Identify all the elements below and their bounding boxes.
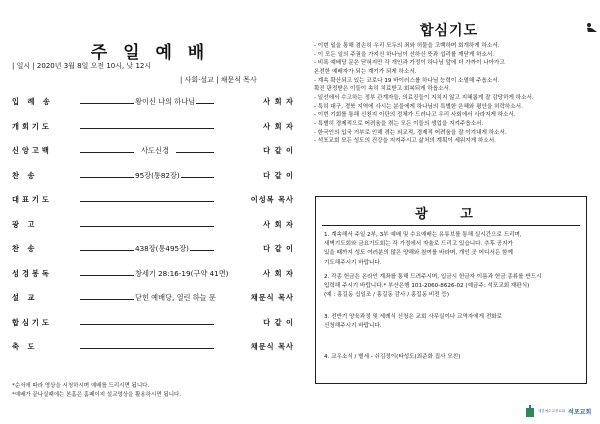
title-divider	[322, 225, 580, 226]
leader-line	[80, 177, 134, 178]
order-leader: 사 회 자	[263, 97, 294, 106]
leader-line	[80, 201, 214, 202]
announcement-line: 입력해 주시기 바랍니다.* 부산은행 101-2060-8626-02 (예금주: 석포교회 재판식)	[324, 283, 530, 290]
order-content: 438장(통495장)	[135, 244, 189, 253]
prayer-item: - 한국인의 입국 거부로 인해 겪는 외교적, 경제적 어려움을 잘 이겨내게 하소서.	[314, 129, 507, 136]
order-leader: 사 회 자	[263, 121, 294, 131]
order-label: 설 교	[12, 293, 38, 302]
order-leader: 다 같 이	[263, 317, 294, 327]
prayer-item: - 이번 일을 통해 겸손히 우리 모두의 죄와 허물을 고백하며 회개하게 하소서.	[314, 43, 500, 49]
prayer-item: - 석포교회 모든 성도의 건강을 지켜주시고 삶처의 계획이 세워지게 하소서.	[314, 138, 496, 145]
order-content: 닫힌 예배당, 열린 하늘 문	[135, 293, 216, 302]
order-leader: 다 같 이	[263, 170, 294, 180]
leader-line	[80, 275, 134, 276]
order-label: 입 례 송	[12, 97, 53, 106]
service-datetime: | 일시 | 2020년 3월 8일 오전 10시, 낮 12시	[12, 62, 152, 70]
order-row	[12, 269, 294, 281]
order-row	[12, 220, 294, 232]
prayer-item: - 일선에서 수고하는 정부 관계자들, 의료진들이 지치지 않고 지혜롭게 잘 감당하게 하소서.	[314, 94, 534, 101]
order-label: 찬 송	[12, 244, 38, 253]
order-row	[12, 122, 294, 134]
order-label: 축 도	[12, 342, 38, 351]
order-label: 찬 송	[12, 170, 38, 180]
order-label: 개회기도	[12, 121, 52, 131]
order-content: 왕이신 나의 하나님	[135, 97, 196, 106]
order-label: 대표기도	[12, 195, 52, 204]
order-row	[12, 293, 294, 305]
order-row	[12, 244, 294, 256]
order-leader: 사 회 자	[263, 219, 294, 229]
notes	[12, 382, 181, 400]
announcement-item-4	[324, 353, 582, 362]
logo-subtitle: 대한예수교장로회	[538, 408, 566, 413]
announcement-line: 새벽기도회와 금요기도회는 각 가정에서 자율로 드리고 있습니다. 추후 공지가	[324, 241, 513, 248]
order-leader: 채문식 목사	[250, 293, 294, 302]
leader-line	[176, 177, 214, 178]
prayer-title: 합심기도	[420, 23, 479, 39]
leader-line	[80, 128, 214, 129]
order-row	[12, 97, 294, 109]
announcement-item-1	[324, 231, 582, 268]
announcement-line: (예 : 홍길동 십일조 / 홍길동 감사 / 홍길동 비전 등)	[324, 292, 450, 299]
leader-line	[80, 152, 134, 153]
praying-person-icon	[585, 22, 599, 34]
order-content: 95장(통82장)	[135, 170, 180, 180]
church-logo	[525, 404, 591, 418]
leader-line	[80, 324, 214, 325]
order-label: 광 고	[12, 219, 38, 229]
announcements-title: 광 고	[415, 207, 487, 222]
leader-line	[80, 250, 134, 251]
announcement-line: 신청해주시기 바랍니다.	[324, 323, 382, 330]
announcements-box	[315, 196, 587, 384]
order-row	[12, 342, 294, 354]
leader-line	[80, 226, 214, 227]
order-leader: 채문식 목사	[250, 342, 294, 351]
prayer-item: - 이번 기회를 통해 신천지 이단의 정체가 드러나고 우리 사회에서 사라지게 하소서.	[314, 112, 516, 119]
leader-line	[80, 299, 134, 300]
prayer-item: - 특별히 경제적으로 어려움을 겪는 모든 이들의 생업을 지켜주옵소서.	[314, 120, 484, 127]
order-leader: 다 같 이	[263, 244, 294, 253]
leader-line	[80, 103, 134, 104]
order-label: 합심기도	[12, 317, 52, 327]
announcement-item-2	[324, 273, 582, 301]
prayer-list	[314, 42, 596, 146]
announcement-item-3	[324, 313, 582, 331]
order-row	[12, 171, 294, 183]
announcement-line: 1. 계속해서 주일 2부, 3부 예배 및 수요예배는 유튜브를 통해 실시간으로 드리며,	[324, 232, 522, 238]
service-leader: | 사회·설교 | 채문식 목사	[180, 76, 257, 84]
church-logo-icon	[525, 405, 535, 417]
order-row	[12, 195, 294, 207]
announcement-line: 3. 전반기 양육과정 및 세례식 신청은 교회 사무실이나 교역자에게 전화로	[324, 314, 503, 320]
prayer-item: - 계속 확산되고 있는 코로나 19 바이러스를 하나님 능력이 소멸해 주옵소서.	[314, 77, 500, 84]
logo-name: 석포교회	[568, 408, 592, 416]
note-item: *순서에 따라 영상을 시청하시며 예배를 드리시면 됩니다.	[12, 383, 150, 389]
order-leader: 사 회 자	[263, 268, 294, 278]
order-label: 성경봉독	[12, 268, 52, 278]
announcement-line: 4. 교우소식 / 별세 - 쉬김정이(타성도(최준화 집사 모친)	[324, 354, 461, 360]
note-item: *예배가 끝나실때에는 본홈은 홈페이지 설교영상을 활용하시면 됩니다.	[12, 392, 182, 398]
page-title: 주 일 예 배	[90, 43, 210, 63]
order-row	[12, 146, 294, 158]
prayer-item: 확진 판정받은 이들이 속히 치료받고 회복되게 하옵소서.	[314, 86, 451, 93]
order-content: 창세기 28:16-19(구약 41면)	[135, 268, 229, 278]
order-row	[12, 318, 294, 330]
announcement-line: 기도해주시기 바랍니다.	[324, 259, 382, 266]
announcement-line: 있을 때까지 성도 여러분의 많은 양해와 참여를 바라며, 개인 곳 어디서든 함께	[324, 250, 513, 257]
order-label: 신앙고백	[12, 146, 52, 155]
prayer-item: - 비록 예배당 문은 닫혀지만 각 개인과 가정이 하나님 앞에 더 가까이 나아가고	[314, 60, 505, 67]
order-content: 사도신경	[141, 146, 169, 155]
announcement-line: 2. 각종 헌금은 온라인 계좌를 통해 드려주시며, 입금시 헌금자 이름과 헌금 종류를 반드시	[324, 274, 542, 280]
prayer-item: 온전한 예배자가 되는 계기가 되게 하소서.	[314, 68, 417, 75]
leader-line	[176, 152, 214, 153]
leader-line	[80, 348, 214, 349]
order-leader: 다 같 이	[263, 146, 294, 155]
prayer-item: - 특히 대구, 경북 지역에 사시는 분들에게 하나님의 특별한 은혜와 평안을 허락하소서.	[314, 103, 523, 110]
order-leader: 이성복 목사	[250, 195, 294, 204]
prayer-item: - 이 모든 일의 주권을 가지신 하나님이 선하신 뜻과 섭리를 깨닫게 하소서.	[314, 51, 495, 58]
